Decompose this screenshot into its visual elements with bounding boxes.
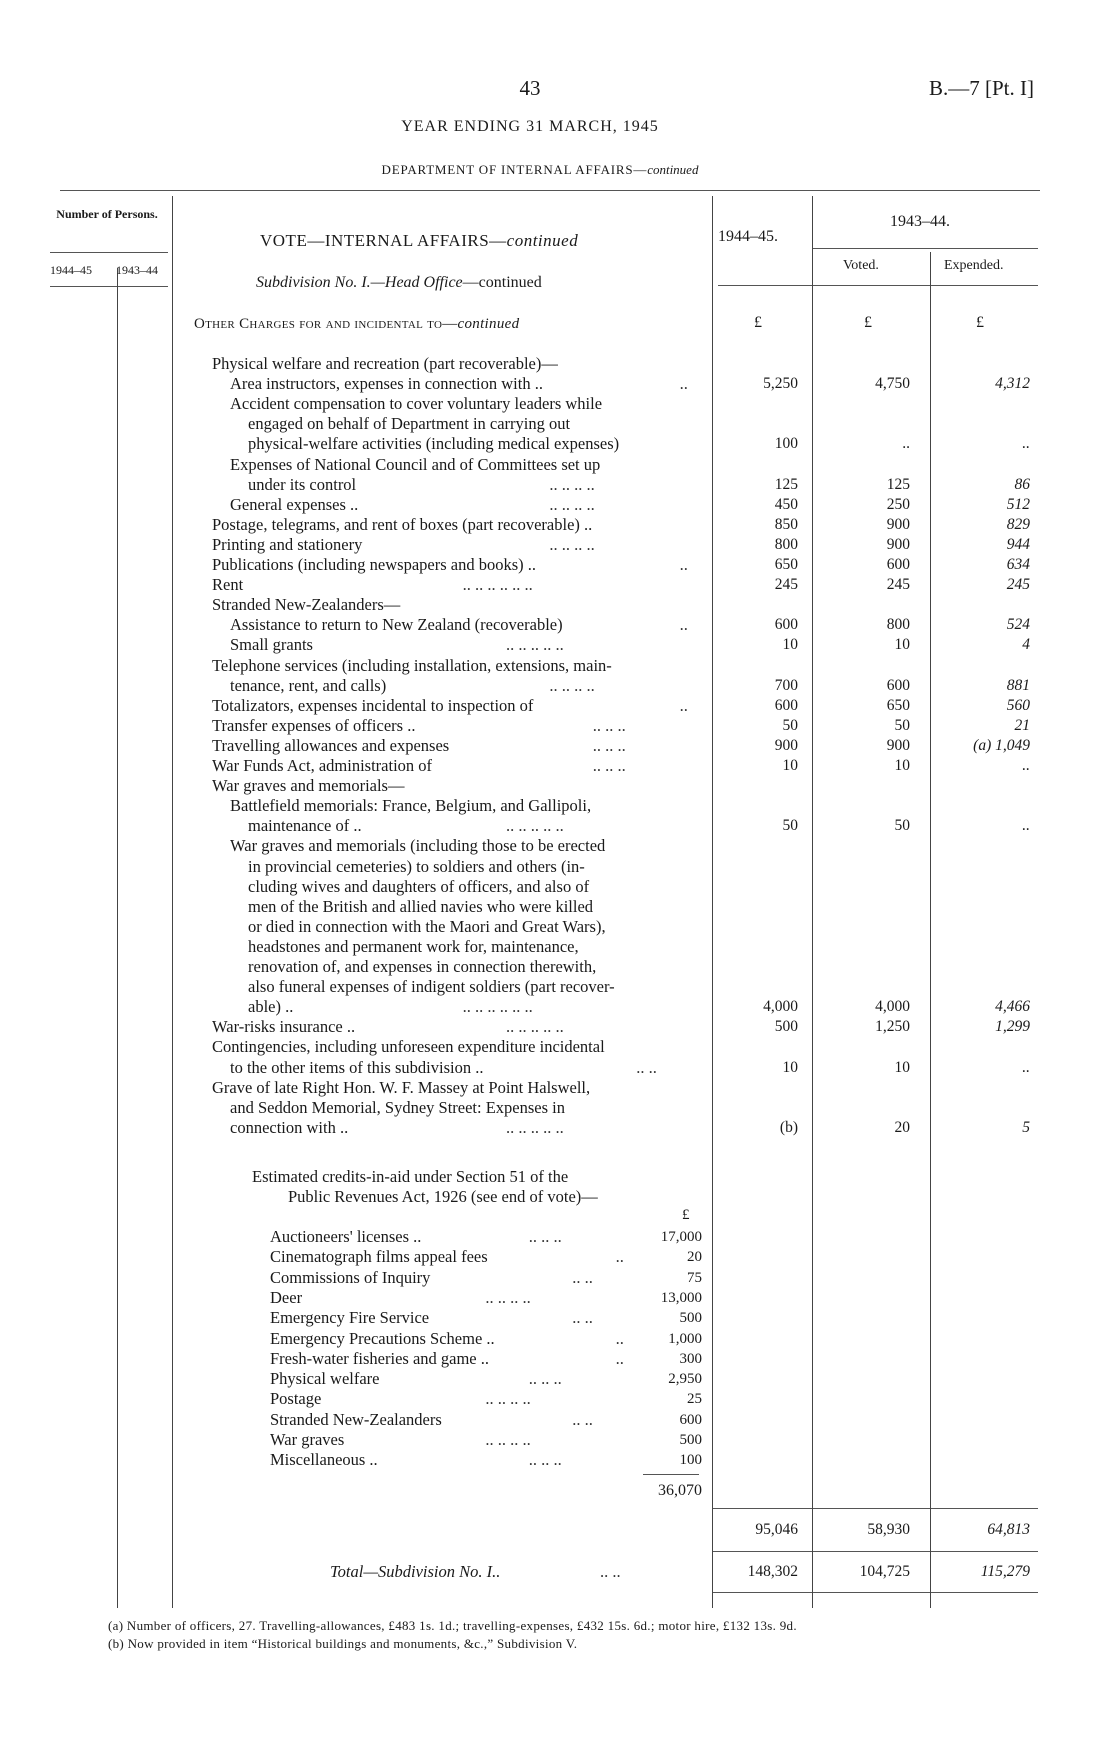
item-text: tenance, rent, and calls) <box>230 675 387 695</box>
item-1944-45: 5,250 <box>763 375 798 393</box>
item-text: Totalizators, expenses incidental to inspection of <box>212 695 534 715</box>
item-text: cluding wives and daughters of officers, and also of <box>248 876 590 896</box>
credit-label: War graves <box>270 1430 345 1449</box>
item-voted: 650 <box>886 696 910 714</box>
item-voted: 4,000 <box>875 998 910 1016</box>
item-text: Battlefield memorials: France, Belgium, and Gallipoli, <box>230 796 592 816</box>
total-rule <box>712 1592 1038 1593</box>
item-dots: .. .. .. .. .. <box>506 816 564 836</box>
credits-heading-1: Estimated credits-in-aid under Section 51 of the <box>252 1167 569 1186</box>
item-dots: .. .. .. .. .. <box>506 1017 564 1037</box>
credit-label: Fresh-water fisheries and game .. <box>270 1348 490 1368</box>
item-text: Accident compensation to cover voluntary leaders while <box>230 394 603 414</box>
footnote-a: (a) Number of officers, 27. Travelling-allowances, £483 1s. 1d.; travelling-expenses, £432 15s. 6d.; motor hire, £132 13s. 9d. <box>108 1618 797 1633</box>
item-voted: 600 <box>886 676 910 694</box>
credits-total-rule <box>643 1474 699 1475</box>
item-expended: .. <box>1022 435 1030 453</box>
item-1944-45: 650 <box>774 556 798 573</box>
credit-dots: .. <box>615 1247 624 1267</box>
item-text: Rent <box>212 575 244 595</box>
credits-heading-2: Public Revenues Act, 1926 (see end of vote)— <box>288 1187 598 1206</box>
item-voted: 10 <box>894 1058 910 1076</box>
credit-dots: .. .. .. .. <box>485 1287 531 1307</box>
item-text: Transfer expenses of officers .. <box>212 715 416 735</box>
item-1944-45: 10 <box>782 757 798 774</box>
item-expended: 1,299 <box>995 1018 1030 1036</box>
description-left-rule <box>172 196 173 1608</box>
credit-value: 75 <box>687 1269 702 1286</box>
vote-name: VOTE—INTERNAL AFFAIRS— <box>260 231 507 250</box>
item-1944-45: 50 <box>782 817 798 835</box>
credit-value: 1,000 <box>668 1330 702 1347</box>
credit-dots: .. <box>615 1328 624 1348</box>
subdivision-name: Subdivision No. I.—Head Office <box>256 274 463 291</box>
item-text: Printing and stationery <box>212 534 363 554</box>
item-dots: .. .. .. .. <box>549 474 595 494</box>
item-1944-45: 700 <box>774 676 798 694</box>
item-expended: 524 <box>1006 616 1030 634</box>
item-text: Stranded New-Zealanders— <box>212 595 401 615</box>
item-text: Physical welfare and recreation (part recoverable)— <box>212 354 558 373</box>
credit-value: 100 <box>679 1452 702 1469</box>
voted-header-rule <box>812 248 1038 249</box>
item-text: or died in connection with the Maori and Great Wars), <box>248 916 606 936</box>
item-1944-45: 500 <box>774 1018 798 1036</box>
item-dots: .. .. .. .. .. <box>506 1117 564 1137</box>
item-1944-45: 245 <box>774 576 798 594</box>
item-expended: (a) 1,049 <box>973 736 1030 754</box>
item-dots: .. <box>679 615 688 635</box>
item-dots: .. .. .. .. .. .. <box>462 575 533 595</box>
credit-dots: .. .. .. .. <box>485 1430 531 1449</box>
item-text: renovation of, and expenses in connection therewith, <box>248 957 597 976</box>
credit-value: 2,950 <box>668 1371 702 1388</box>
item-text: Assistance to return to New Zealand (recoverable) <box>230 615 563 635</box>
department-title <box>0 162 1080 178</box>
item-text: Contingencies, including unforeseen expenditure incidental <box>212 1037 605 1057</box>
item-expended: 4,312 <box>995 375 1030 393</box>
item-dots: .. .. .. .. .. <box>506 635 564 655</box>
footnote-b: (b) Now provided in item “Historical buildings and monuments, &c.,” Subdivision V. <box>108 1636 578 1651</box>
item-text: War Funds Act, administration of <box>212 756 433 775</box>
item-dots: .. <box>679 695 688 715</box>
item-voted: 125 <box>886 475 910 493</box>
credit-dots: .. <box>615 1348 624 1368</box>
credit-dots: .. .. <box>572 1409 593 1429</box>
persons-year-1944-45: 1944–45 <box>50 263 92 277</box>
subdivision-title <box>256 274 542 292</box>
item-text: able) .. <box>248 997 294 1017</box>
total-label-row <box>330 1562 500 1582</box>
total-1944-45: 148,302 <box>747 1563 798 1580</box>
item-text: Publications (including newspapers and books) .. <box>212 555 536 574</box>
item-expended: 5 <box>1022 1118 1030 1136</box>
item-1944-45: 100 <box>774 435 798 453</box>
item-text: and Seddon Memorial, Sydney Street: Expenses in <box>230 1097 565 1117</box>
total-dots: .. .. <box>600 1562 621 1581</box>
item-expended: .. <box>1022 757 1030 774</box>
department-name: DEPARTMENT OF INTERNAL AFFAIRS— <box>381 162 648 177</box>
item-expended: 829 <box>1006 515 1030 533</box>
credit-value: 20 <box>687 1249 702 1266</box>
vote-continued: continued <box>506 231 579 250</box>
column-voted: Voted. <box>843 258 879 273</box>
credit-value: 300 <box>679 1350 702 1367</box>
credit-dots: .. .. .. <box>528 1227 562 1246</box>
item-text: also funeral expenses of indigent soldiers (part recover- <box>248 977 615 997</box>
top-rule <box>60 190 1040 191</box>
total-label: Total—Subdivision No. I.. <box>330 1562 501 1581</box>
item-text: physical-welfare activities (including medical expenses) <box>248 434 620 454</box>
item-1944-45: (b) <box>779 1118 798 1136</box>
pound-sign-1944-45: £ <box>754 314 762 331</box>
pound-sign-voted: £ <box>864 314 872 331</box>
page-number: 43 <box>519 76 541 100</box>
credit-value: 600 <box>679 1411 702 1428</box>
credit-label: Postage <box>270 1389 322 1409</box>
item-expended: .. <box>1022 817 1030 835</box>
item-voted: 900 <box>886 535 910 553</box>
subtotal-rule-top <box>712 1508 1038 1509</box>
total-expended: 115,279 <box>980 1563 1030 1580</box>
subtotal-voted: 58,930 <box>867 1521 910 1538</box>
item-1944-45: 600 <box>774 696 798 714</box>
item-voted: 1,250 <box>875 1018 910 1036</box>
item-text: Small grants <box>230 635 313 655</box>
item-1944-45: 850 <box>774 515 798 533</box>
item-voted: 10 <box>894 636 910 654</box>
item-expended: 86 <box>1014 475 1030 493</box>
column-expended: Expended. <box>944 258 1004 273</box>
credit-label: Commissions of Inquiry <box>270 1267 431 1287</box>
item-dots: .. .. .. <box>592 756 626 775</box>
item-text: Grave of late Right Hon. W. F. Massey at Point Halswell, <box>212 1077 591 1097</box>
item-text: War graves and memorials (including those to be erected <box>230 836 606 856</box>
item-1944-45: 450 <box>774 495 798 513</box>
item-expended: 512 <box>1006 495 1030 513</box>
credit-label: Physical welfare <box>270 1369 380 1389</box>
subtotal-expended: 64,813 <box>987 1521 1030 1538</box>
subdivision-continued: —continued <box>462 274 542 291</box>
item-1944-45: 800 <box>774 535 798 553</box>
item-text: Expenses of National Council and of Committees set up <box>230 454 601 474</box>
item-expended: 4 <box>1022 636 1030 654</box>
item-1944-45: 900 <box>774 736 798 754</box>
item-dots: .. .. .. <box>592 735 626 755</box>
column-1944-45: 1944–45. <box>718 228 778 245</box>
credit-label: Cinematograph films appeal fees <box>270 1247 488 1267</box>
col-expended-left-rule <box>930 252 931 1608</box>
item-expended: 4,466 <box>995 998 1030 1016</box>
item-1944-45: 10 <box>782 1058 798 1076</box>
item-voted: 50 <box>894 716 910 734</box>
credit-dots: .. .. .. .. <box>485 1389 531 1409</box>
item-text: connection with .. <box>230 1117 349 1137</box>
item-text: Travelling allowances and expenses <box>212 735 450 755</box>
item-dots: .. .. .. .. <box>549 494 595 514</box>
credit-dots: .. .. .. <box>528 1369 562 1389</box>
item-voted: 4,750 <box>875 375 910 393</box>
item-1944-45: 600 <box>774 616 798 634</box>
item-expended: 881 <box>1006 676 1030 694</box>
credit-value: 13,000 <box>660 1289 702 1306</box>
credit-label: Miscellaneous .. <box>270 1450 378 1470</box>
item-voted: 10 <box>894 757 910 774</box>
credit-label: Emergency Precautions Scheme .. <box>270 1328 495 1348</box>
item-text: Area instructors, expenses in connection with .. <box>230 374 543 394</box>
item-expended: 560 <box>1006 696 1030 714</box>
credit-value: 500 <box>679 1432 702 1448</box>
credit-dots: .. .. <box>572 1267 593 1287</box>
item-dots: .. .. .. .. <box>549 675 595 695</box>
persons-year-rule <box>50 286 168 287</box>
item-1944-45: 10 <box>782 636 798 654</box>
credits-pound-sign: £ <box>682 1207 690 1223</box>
credits-total: 36,070 <box>658 1482 702 1499</box>
pound-sign-expended: £ <box>976 314 984 331</box>
item-dots: .. .. <box>636 1057 657 1077</box>
item-voted: 50 <box>894 817 910 835</box>
item-dots: .. .. .. .. <box>549 534 595 554</box>
item-dots: .. <box>679 374 688 394</box>
credit-label: Emergency Fire Service <box>270 1308 430 1328</box>
credit-value: 25 <box>687 1391 702 1408</box>
credit-dots: .. .. .. <box>528 1450 562 1470</box>
col-voted-left-rule <box>812 196 813 1608</box>
persons-column-header: Number of Persons. <box>56 207 158 221</box>
department-continued: continued <box>647 162 699 177</box>
item-text: Telephone services (including installation, extensions, main- <box>212 655 612 675</box>
credit-value: 500 <box>679 1310 702 1327</box>
item-text: General expenses .. <box>230 494 359 514</box>
total-voted: 104,725 <box>859 1563 910 1580</box>
item-voted: 800 <box>886 616 910 634</box>
item-text: War graves and memorials— <box>212 776 405 796</box>
item-voted: 900 <box>886 736 910 754</box>
persons-year-1943-44: 1943–44 <box>116 263 158 277</box>
item-text: Postage, telegrams, and rent of boxes (part recoverable) .. <box>212 514 593 534</box>
item-expended: 634 <box>1006 556 1030 573</box>
persons-divider <box>117 268 118 1608</box>
item-dots: .. <box>679 555 688 574</box>
item-text: to the other items of this subdivision .. <box>230 1057 484 1077</box>
other-charges-heading <box>194 316 519 333</box>
item-text: War-risks insurance .. <box>212 1017 356 1037</box>
credit-dots: .. .. <box>572 1308 593 1328</box>
item-expended: .. <box>1022 1058 1030 1076</box>
credit-label: Deer <box>270 1287 303 1307</box>
item-expended: 944 <box>1006 535 1030 553</box>
subtotal-rule-bottom <box>712 1551 1038 1552</box>
credit-label: Auctioneers' licenses .. <box>270 1227 422 1246</box>
subtotal-1944-45: 95,046 <box>755 1521 798 1538</box>
item-1944-45: 125 <box>774 475 798 493</box>
other-charges-label: Other Charges for and incidental to— <box>194 316 458 332</box>
item-dots: .. .. .. <box>592 715 626 735</box>
persons-header-rule <box>50 252 168 253</box>
item-text: engaged on behalf of Department in carrying out <box>248 414 571 434</box>
credit-value: 17,000 <box>660 1229 702 1245</box>
item-text: headstones and permanent work for, maintenance, <box>248 936 579 956</box>
item-expended: 245 <box>1006 576 1030 594</box>
item-1944-45: 50 <box>782 716 798 734</box>
credit-label: Stranded New-Zealanders <box>270 1409 442 1429</box>
item-dots: .. .. .. .. .. .. <box>462 997 533 1017</box>
amount-header-rule <box>718 285 1038 286</box>
column-1943-44: 1943–44. <box>890 213 950 230</box>
item-voted: 20 <box>894 1118 910 1136</box>
item-voted: 245 <box>886 576 910 594</box>
item-voted: 600 <box>886 556 910 573</box>
item-text: maintenance of .. <box>248 816 362 836</box>
item-text: in provincial cemeteries) to soldiers and others (in- <box>248 856 585 876</box>
document-code: B.—7 [Pt. I] <box>929 76 1034 100</box>
item-voted: 250 <box>886 495 910 513</box>
other-charges-continued: continued <box>457 316 520 332</box>
item-1944-45: 4,000 <box>763 998 798 1016</box>
item-expended: 21 <box>1014 716 1030 734</box>
item-text: under its control <box>248 474 357 494</box>
item-voted: 900 <box>886 515 910 533</box>
item-voted: .. <box>902 435 910 453</box>
item-text: men of the British and allied navies who were killed <box>248 896 594 916</box>
col-1944-45-left-rule <box>712 196 713 1608</box>
year-title: YEAR ENDING 31 MARCH, 1945 <box>401 118 659 135</box>
vote-title <box>260 231 578 251</box>
